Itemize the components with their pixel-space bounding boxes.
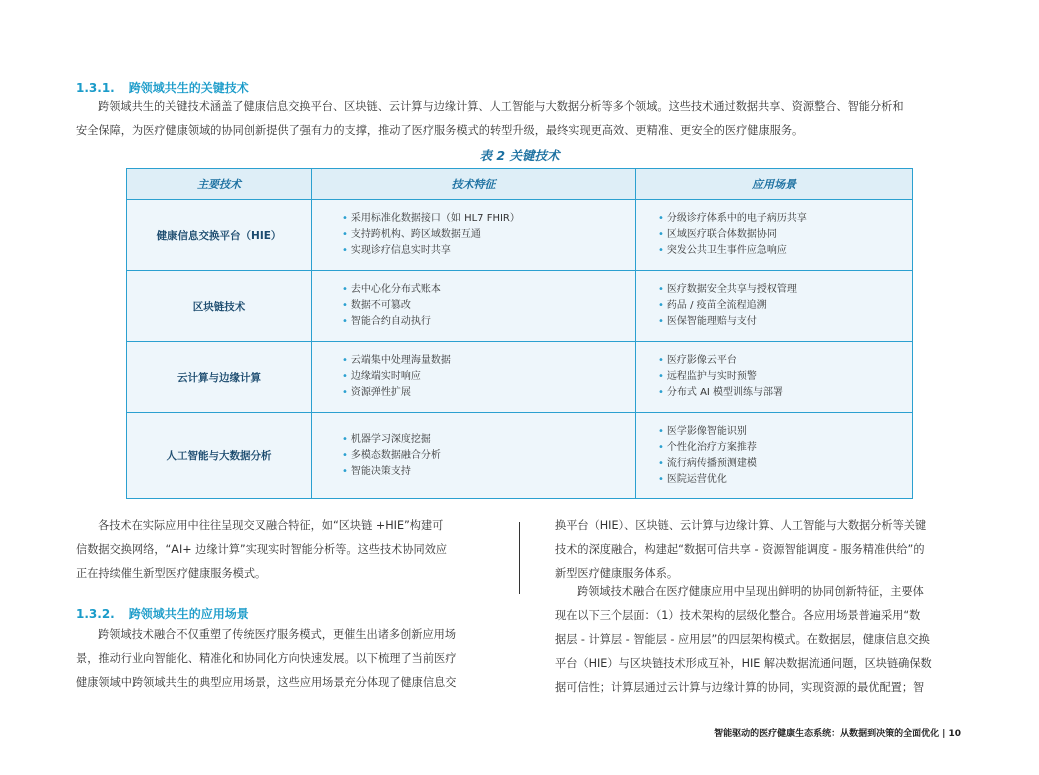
feature-item: • 智能决策支持	[342, 464, 634, 480]
text-line: 跨领域共生的关键技术涵盖了健康信息交换平台、区块链、云计算与边缘计算、人工智能与大数据分析等多个领域。这些技术通过数据共享、资源整合、智能分析和	[98, 100, 904, 113]
technology-name: 健康信息交换平台（HIE）	[127, 200, 312, 271]
text-line: 平台（HIE）与区块链技术形成互补，HIE 解决数据流通问题，区块链确保数	[555, 657, 932, 670]
table-caption: 表 2 关键技术	[479, 148, 560, 163]
feature-item: • 机器学习深度挖掘	[342, 432, 634, 448]
section-title: 跨领域共生的应用场景	[128, 607, 249, 621]
text-line: 据层 - 计算层 - 智能层 - 应用层”的四层架构模式。在数据层，健康信息交换	[555, 633, 930, 646]
right-paragraph-1	[555, 514, 964, 586]
feature-item: • 采用标准化数据接口（如 HL7 FHIR）	[342, 211, 634, 227]
feature-item: • 支持跨机构、跨区域数据互通	[342, 227, 634, 243]
scenario-cell	[636, 271, 913, 342]
right-paragraph-2	[555, 580, 964, 700]
scenario-item: • 药品 / 疫苗全流程追溯	[658, 298, 911, 314]
feature-cell	[312, 342, 636, 413]
text-line: 跨领域技术融合在医疗健康应用中呈现出鲜明的协同创新特征，主要体	[577, 585, 924, 598]
text-line: 安全保障，为医疗健康领域的协同创新提供了强有力的支撑，推动了医疗服务模式的转型升级，最终实现更高效、更精准、更安全的医疗健康服务。	[76, 124, 804, 137]
feature-item: • 数据不可篡改	[342, 298, 634, 314]
scenario-item: • 医疗影像云平台	[658, 353, 911, 369]
footer-title: 智能驱动的医疗健康生态系统：从数据到决策的全面优化	[714, 729, 940, 739]
left-paragraph-2	[76, 623, 489, 695]
text-line: 景，推动行业向智能化、精准化和协同化方向快速发展。以下梳理了当前医疗	[76, 652, 457, 665]
page-footer	[714, 726, 961, 739]
section-heading-1-3-1	[76, 79, 249, 96]
column-header: 技术特征	[312, 169, 636, 200]
key-technology-table	[126, 168, 913, 499]
scenario-item: • 个性化治疗方案推荐	[658, 440, 911, 456]
table-row	[127, 271, 913, 342]
column-header: 应用场景	[636, 169, 913, 200]
text-line: 跨领域技术融合不仅重塑了传统医疗服务模式，更催生出诸多创新应用场	[98, 628, 457, 641]
scenario-item: • 医院运营优化	[658, 472, 911, 488]
scenario-item: • 医学影像智能识别	[658, 424, 911, 440]
scenario-item: • 分级诊疗体系中的电子病历共享	[658, 211, 911, 227]
intro-paragraph	[76, 95, 964, 143]
technology-name: 区块链技术	[127, 271, 312, 342]
page-number: 10	[948, 729, 961, 739]
text-line: 信数据交换网络，“AI+ 边缘计算”实现实时智能分析等。这些技术协同效应	[76, 543, 448, 556]
scenario-cell	[636, 342, 913, 413]
feature-cell	[312, 200, 636, 271]
section-number: 1.3.2.	[76, 607, 115, 621]
feature-item: • 边缘端实时响应	[342, 369, 634, 385]
table-header-row	[127, 169, 913, 200]
column-divider	[519, 522, 520, 594]
text-line: 技术的深度融合，构建起“数据可信共享 - 资源智能调度 - 服务精准供给”的	[555, 543, 925, 556]
scenario-item: • 区域医疗联合体数据协同	[658, 227, 911, 243]
text-line: 各技术在实际应用中往往呈现交叉融合特征，如“区块链 +HIE”构建可	[98, 519, 444, 532]
feature-item: • 实现诊疗信息实时共享	[342, 243, 634, 259]
feature-item: • 去中心化分布式账本	[342, 282, 634, 298]
left-paragraph-1	[76, 514, 489, 586]
scenario-cell	[636, 200, 913, 271]
section-title: 跨领域共生的关键技术	[128, 81, 249, 95]
table-row	[127, 200, 913, 271]
scenario-item: • 流行病传播预测建模	[658, 456, 911, 472]
section-number: 1.3.1.	[76, 81, 115, 95]
scenario-item: • 突发公共卫生事件应急响应	[658, 243, 911, 259]
text-line: 健康领域中跨领域共生的典型应用场景，这些应用场景充分体现了健康信息交	[76, 676, 457, 689]
table-row	[127, 342, 913, 413]
text-line: 正在持续催生新型医疗健康服务模式。	[76, 567, 267, 580]
text-line: 据可信性；计算层通过云计算与边缘计算的协同，实现资源的最优配置；智	[555, 681, 925, 694]
feature-item: • 多模态数据融合分析	[342, 448, 634, 464]
feature-item: • 云端集中处理海量数据	[342, 353, 634, 369]
table-row	[127, 413, 913, 499]
technology-name: 人工智能与大数据分析	[127, 413, 312, 499]
feature-cell	[312, 413, 636, 499]
feature-item: • 资源弹性扩展	[342, 385, 634, 401]
technology-name: 云计算与边缘计算	[127, 342, 312, 413]
section-heading-1-3-2	[76, 605, 249, 622]
scenario-item: • 医疗数据安全共享与授权管理	[658, 282, 911, 298]
scenario-cell	[636, 413, 913, 499]
feature-item: • 智能合约自动执行	[342, 314, 634, 330]
text-line: 换平台（HIE）、区块链、云计算与边缘计算、人工智能与大数据分析等关键	[555, 519, 927, 532]
text-line: 现在以下三个层面：（1）技术架构的层级化整合。各应用场景普遍采用“数	[555, 609, 921, 622]
footer-separator: |	[942, 729, 946, 739]
text-line: 新型医疗健康服务体系。	[555, 567, 679, 580]
feature-cell	[312, 271, 636, 342]
scenario-item: • 分布式 AI 模型训练与部署	[658, 385, 911, 401]
scenario-item: • 远程监护与实时预警	[658, 369, 911, 385]
scenario-item: • 医保智能理赔与支付	[658, 314, 911, 330]
column-header: 主要技术	[127, 169, 312, 200]
